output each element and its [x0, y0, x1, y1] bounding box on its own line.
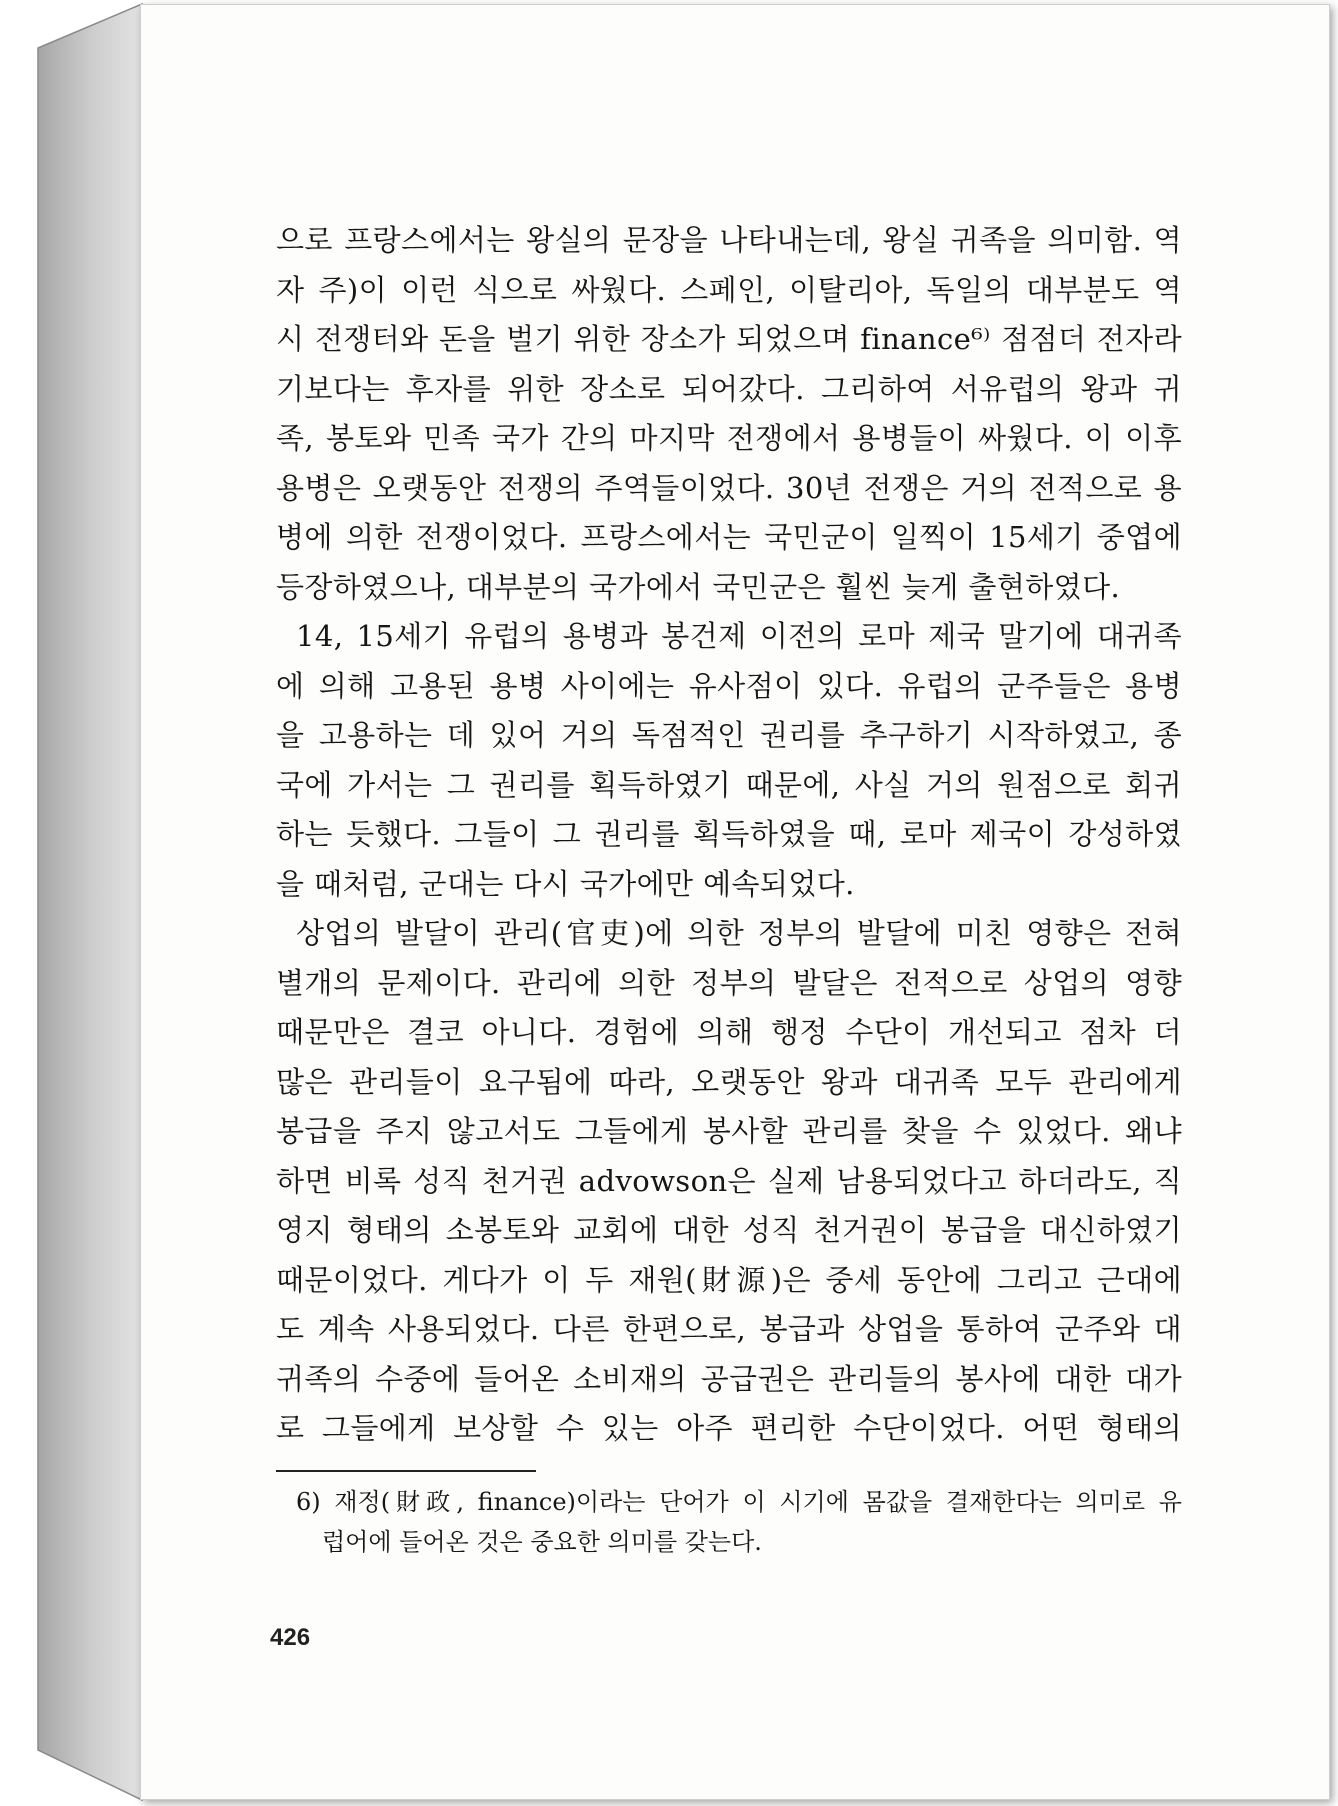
- text-line: 에 의해 고용된 용병 사이에는 유사점이 있다. 유럽의 군주들은 용병: [276, 668, 1182, 703]
- text-line: 때문이었다. 게다가 이 두 재원(財源)은 중세 동안에 그리고 근대에: [276, 1262, 1182, 1297]
- text-line: 로 그들에게 보상할 수 있는 아주 편리한 수단이었다. 어떤 형태의: [276, 1411, 1182, 1445]
- text-line: 영지 형태의 소봉토와 교회에 대한 성직 천거권이 봉급을 대신하였기: [276, 1213, 1182, 1247]
- text-line: 상업의 발달이 관리(官吏)에 의한 정부의 발달에 미친 영향은 전혀: [296, 916, 1182, 950]
- text-line: 별개의 문제이다. 관리에 의한 정부의 발달은 전적으로 상업의 영향: [276, 965, 1182, 1000]
- text-line: 14, 15세기 유럽의 용병과 봉건제 이전의 로마 제국 말기에 대귀족: [296, 619, 1182, 653]
- text-line: 국에 가서는 그 권리를 획득하였기 때문에, 사실 거의 원점으로 회귀: [276, 767, 1182, 802]
- text-line: 을 때처럼, 군대는 다시 국가에만 예속되었다.: [276, 866, 855, 901]
- text-line: 병에 의한 전쟁이었다. 프랑스에서는 국민군이 일찍이 15세기 중엽에: [276, 520, 1182, 554]
- text-line: 등장하였으나, 대부분의 국가에서 국민군은 훨씬 늦게 출현하였다.: [276, 569, 1121, 604]
- text-line: 기보다는 후자를 위한 장소로 되어갔다. 그리하여 서유럽의 왕과 귀: [276, 371, 1182, 406]
- body-text: [276, 216, 1182, 1454]
- text-line: 자 주)이 이런 식으로 싸웠다. 스페인, 이탈리아, 독일의 대부분도 역: [276, 272, 1182, 307]
- footnote-line: 럽어에 들어온 것은 중요한 의미를 갖는다.: [322, 1528, 762, 1556]
- text-line: 하는 듯했다. 그들이 그 권리를 획득하였을 때, 로마 제국이 강성하였: [276, 817, 1182, 851]
- text-line: 봉급을 주지 않고서도 그들에게 봉사할 관리를 찾을 수 있었다. 왜냐: [276, 1114, 1182, 1148]
- page-number: 426: [270, 1624, 311, 1651]
- text-line: 때문만은 결코 아니다. 경험에 의해 행정 수단이 개선되고 점차 더: [276, 1015, 1182, 1049]
- book-page: [140, 4, 1330, 1800]
- book-spine-side: [0, 0, 145, 1806]
- text-line: 족, 봉토와 민족 국가 간의 마지막 전쟁에서 용병들이 싸웠다. 이 이후: [276, 421, 1182, 455]
- footnote-line: 6) 재정(財政, finance)이라는 단어가 이 시기에 몸값을 결재한다는 의미로 유: [296, 1488, 1182, 1516]
- text-line: 도 계속 사용되었다. 다른 한편으로, 봉급과 상업을 통하여 군주와 대: [276, 1312, 1182, 1346]
- text-line: 시 전쟁터와 돈을 벌기 위한 장소가 되었으며 finance⁶⁾ 점점더 전자라: [276, 322, 1182, 356]
- text-line: 많은 관리들이 요구됨에 따라, 오랫동안 왕과 대귀족 모두 관리에게: [276, 1064, 1182, 1099]
- text-line: 용병은 오랫동안 전쟁의 주역들이었다. 30년 전쟁은 거의 전적으로 용: [276, 470, 1182, 505]
- text-line: 으로 프랑스에서는 왕실의 문장을 나타내는데, 왕실 귀족을 의미함. 역: [276, 223, 1182, 257]
- footnote-divider: [276, 1470, 536, 1472]
- text-line: 을 고용하는 데 있어 거의 독점적인 권리를 추구하기 시작하였고, 종: [276, 718, 1182, 752]
- text-line: 귀족의 수중에 들어온 소비재의 공급권은 관리들의 봉사에 대한 대가: [276, 1361, 1182, 1396]
- footnote: [296, 1482, 1182, 1562]
- text-line: 하면 비록 성직 천거권 advowson은 실제 남용되었다고 하더라도, 직: [276, 1163, 1182, 1198]
